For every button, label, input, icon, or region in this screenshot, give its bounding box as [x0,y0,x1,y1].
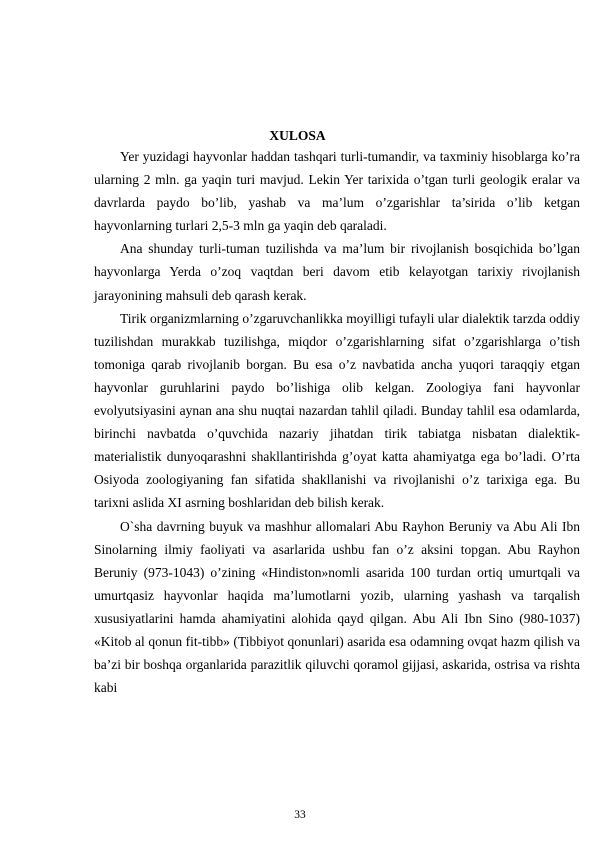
body-text [94,145,580,699]
paragraph-2: Ana shunday turli-tuman tuzilishda va ma’lum bir rivojlanish bosqichida bo’lgan hayvonlarga Yerda o’zoq vaqtdan beri davom etib kelayotgan tarixiy rivojlanish jarayonining mahsuli deb qarash kerak. [94,241,580,303]
page-title: XULOSA [269,128,326,143]
page-number: 33 [294,809,306,821]
paragraph-3: Tirik organizmlarning o’zgaruvchanlikka moyilligi tufayli ular dialektik tarzda oddiy tuzilishdan murakkab tuzilishga, miqdor o’zgarishlarning sifat o’zgarishlarga o’tish tomoniga qarab rivojlanib borgan. Bu esa o’z navbatida ancha yuqori taraqqiy etgan hayvonlar guruhlarini paydo bo’lishiga olib kelgan. Zoologiya fani hayvonlar evolyutsiyasini aynan ana shu nuqtai nazardan tahlil qiladi. Bunday tahlil esa odamlarda, birinchi navbatda o’quvchida nazariy jihatdan tirik tabiatga nisbatan dialektik-materialistik dunyoqarashni shakllantirishda g’oyat katta ahamiyatga ega bo’ladi. O’rta Osiyoda zoologiyaning fan sifatida shakllanishi va rivojlanishi o’z tarixiga ega. Bu tarixni aslida XI asrning boshlaridan deb bilish kerak. [94,310,580,511]
paragraph-4: O`sha davrning buyuk va mashhur allomalari Abu Rayhon Beruniy va Abu Ali Ibn Sinolarning ilmiy faoliyati va asarlarida ushbu fan o’z aksini topgan. Abu Rayhon Beruniy (973-1043) o’zining «Hindiston»nomli asarida 100 turdan ortiq umurtqali va umurtqasiz hayvonlar haqida ma’lumotlarni yozib, ularning yashash va tarqalish xususiyatlarini hamda ahamiyatini alohida qayd qilgan. Abu Ali Ibn Sino (980-1037) «Kitob al qonun fit-tibb» (Tibbiyot qonunlari) asarida esa odamning ovqat hazm qilish va ba’zi bir boshqa organlarida parazitlik qiluvchi qoramol gijjasi, askarida, ostrisa va rishta kabi [94,518,580,696]
paragraph-1: Yer yuzidagi hayvonlar haddan tashqari turli-tumandir, va taxminiy hisoblarga ko’ra ularning 2 mln. ga yaqin turi mavjud. Lekin Yer tarixida o’tgan turli geologik eralar va davrlarda paydo bo’lib, yashab va ma’lum o’zgarishlar ta’sirida o’lib ketgan hayvonlarning turlari 2,5-3 mln ga yaqin deb qaraladi. [94,149,580,234]
